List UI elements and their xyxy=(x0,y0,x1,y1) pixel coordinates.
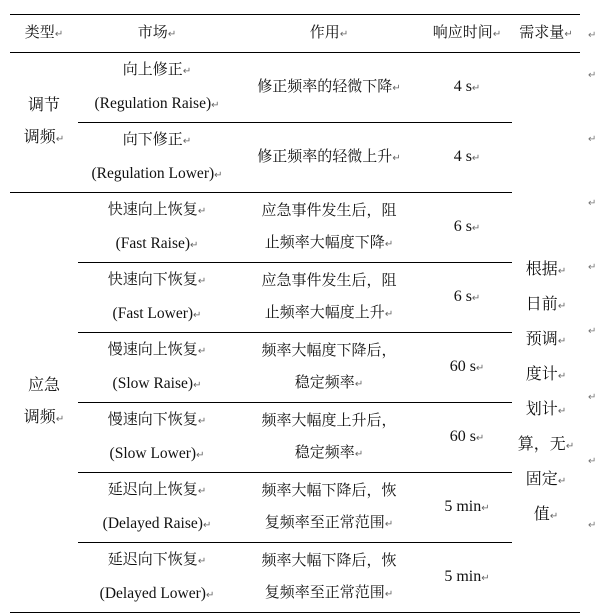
row-end-mark: ↵ xyxy=(588,326,597,337)
response-cell: 6 s↵ xyxy=(422,263,512,333)
header-effect: 作用↵ xyxy=(236,15,422,53)
market-cell: 向下修正↵ (Regulation Lower)↵ xyxy=(78,123,236,193)
table-row xyxy=(10,473,580,543)
type-cell-regulation: 调节 调频↵ xyxy=(10,53,78,193)
effect-cell: 频率大幅度上升后， 稳定频率↵ xyxy=(236,403,422,473)
demand-cell: 根据↵ 日前↵ 预调↵ 度计↵ 划计↵ 算，无↵ 固定↵ 值↵ xyxy=(512,53,580,613)
table-row xyxy=(10,333,580,403)
header-market: 市场↵ xyxy=(78,15,236,53)
effect-cell: 频率大幅度下降后， 稳定频率↵ xyxy=(236,333,422,403)
response-cell: 60 s↵ xyxy=(422,333,512,403)
row-end-mark: ↵ xyxy=(588,30,597,41)
table-row xyxy=(10,543,580,613)
table-row xyxy=(10,263,580,333)
row-end-mark: ↵ xyxy=(588,262,597,273)
market-cell: 延迟向上恢复↵ (Delayed Raise)↵ xyxy=(78,473,236,543)
effect-cell: 修正频率的轻微上升↵ xyxy=(236,123,422,193)
market-cell: 快速向下恢复↵ (Fast Lower)↵ xyxy=(78,263,236,333)
row-end-mark: ↵ xyxy=(588,392,597,403)
response-cell: 6 s↵ xyxy=(422,193,512,263)
row-end-mark: ↵ xyxy=(588,198,597,209)
header-response-time: 响应时间↵ xyxy=(422,15,512,53)
effect-cell: 修正频率的轻微下降↵ xyxy=(236,53,422,123)
effect-cell: 频率大幅下降后，恢 复频率至正常范围↵ xyxy=(236,473,422,543)
effect-cell: 应急事件发生后，阻 止频率大幅度上升↵ xyxy=(236,263,422,333)
market-cell: 向上修正↵ (Regulation Raise)↵ xyxy=(78,53,236,123)
header-row xyxy=(10,15,580,53)
effect-cell: 应急事件发生后，阻 止频率大幅度下降↵ xyxy=(236,193,422,263)
market-cell: 慢速向上恢复↵ (Slow Raise)↵ xyxy=(78,333,236,403)
header-type: 类型↵ xyxy=(10,15,78,53)
market-cell: 慢速向下恢复↵ (Slow Lower)↵ xyxy=(78,403,236,473)
row-end-mark: ↵ xyxy=(588,134,597,145)
market-cell: 快速向上恢复↵ (Fast Raise)↵ xyxy=(78,193,236,263)
table-row xyxy=(10,123,580,193)
response-cell: 60 s↵ xyxy=(422,403,512,473)
table-row xyxy=(10,53,580,123)
market-cell: 延迟向下恢复↵ (Delayed Lower)↵ xyxy=(78,543,236,613)
row-end-mark: ↵ xyxy=(588,456,597,467)
table-row xyxy=(10,403,580,473)
header-demand: 需求量↵ xyxy=(512,15,580,53)
table-row xyxy=(10,193,580,263)
type-cell-emergency: 应急 调频↵ xyxy=(10,193,78,613)
frequency-market-table xyxy=(10,14,580,613)
response-cell: 4 s↵ xyxy=(422,53,512,123)
row-end-mark: ↵ xyxy=(588,70,597,81)
response-cell: 4 s↵ xyxy=(422,123,512,193)
effect-cell: 频率大幅下降后，恢 复频率至正常范围↵ xyxy=(236,543,422,613)
row-end-mark: ↵ xyxy=(588,520,597,531)
response-cell: 5 min↵ xyxy=(422,473,512,543)
response-cell: 5 min↵ xyxy=(422,543,512,613)
